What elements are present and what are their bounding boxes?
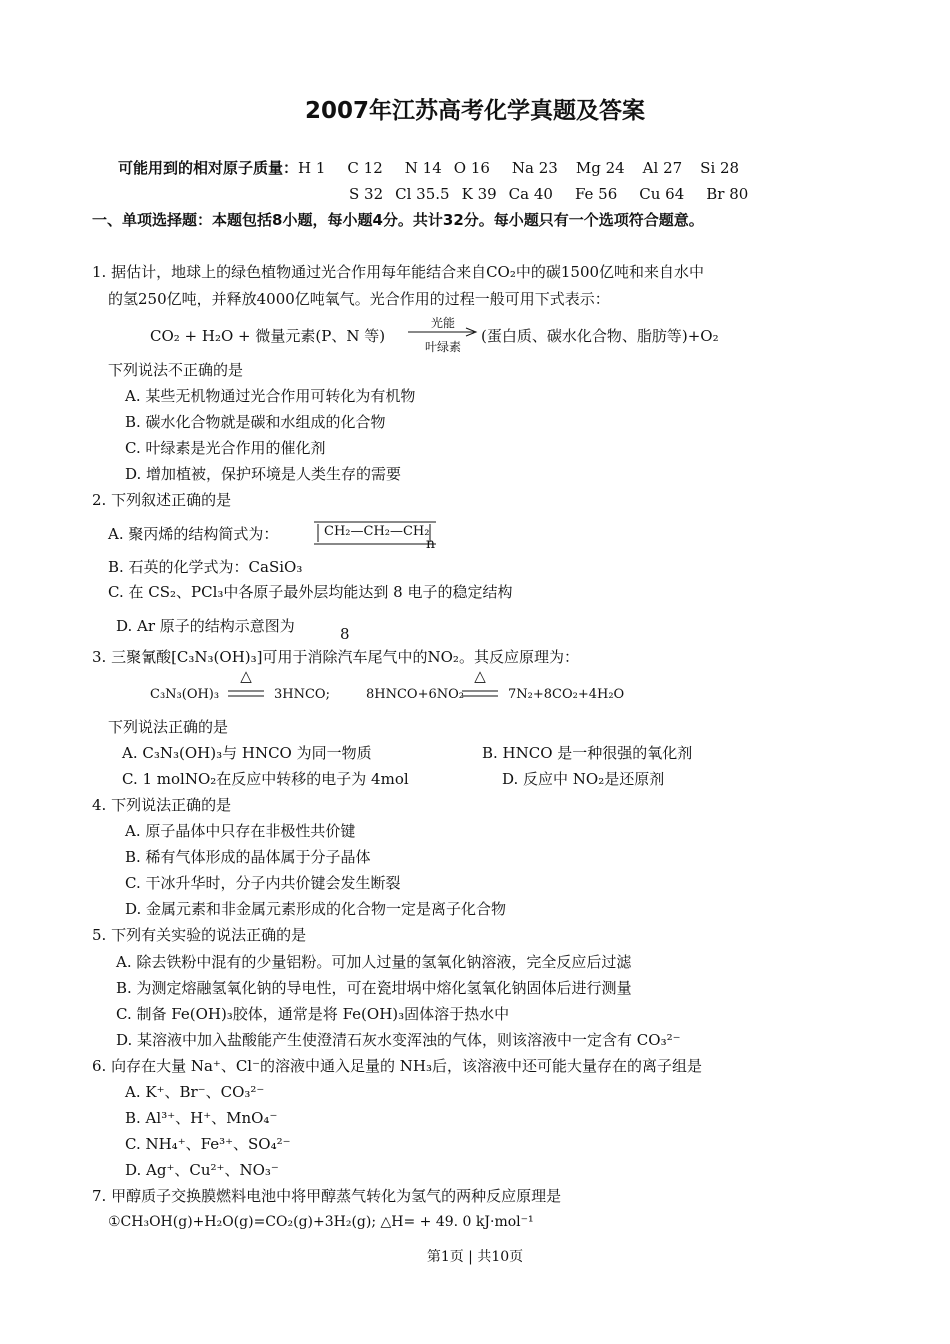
mass-item: Br 80 [706, 185, 749, 203]
q1-option-b: B. 碳水化合物就是碳和水组成的化合物 [125, 413, 386, 431]
mass-item: S 32 [349, 185, 384, 203]
q3-heat-sign-1 [228, 668, 264, 703]
mass-item: K 39 [461, 185, 497, 203]
q3-reaction2-right: 7N₂+8CO₂+4H₂O [508, 687, 625, 702]
q5-option-a: A. 除去铁粉中混有的少量铝粉。可加人过量的氢氧化钠溶液，完全反应后过滤 [116, 953, 632, 971]
q1-stem-line1: 1. 据估计，地球上的绿色植物通过光合作用每年能结合来自CO₂中的碳1500亿吨和来自水中 [92, 263, 705, 281]
q4-stem: 4. 下列说法正确的是 [92, 796, 232, 814]
q6-option-d: D. Ag⁺、Cu²⁺、NO₃⁻ [125, 1161, 279, 1179]
q5-stem: 5. 下列有关实验的说法正确的是 [92, 926, 307, 944]
double-line-icon [228, 689, 264, 699]
mass-item: Mg 24 [575, 159, 625, 177]
q3-reaction1-right: 3HNCO; [274, 687, 330, 702]
polymer-n: n [426, 536, 436, 552]
mass-item: Fe 56 [574, 185, 618, 203]
mass-item: O 16 [453, 159, 490, 177]
q3-reaction2-left: 8HNCO+6NO₂ [366, 687, 464, 702]
mass-item: Cu 64 [639, 185, 685, 203]
mass-item: H 1 [298, 159, 326, 177]
q3-option-b: B. HNCO 是一种很强的氧化剂 [482, 744, 693, 762]
q4-option-c: C. 干冰升华时，分子内共价键会发生断裂 [125, 874, 401, 892]
q6-option-a: A. K⁺、Br⁻、CO₃²⁻ [125, 1083, 265, 1101]
q5-option-d: D. 某溶液中加入盐酸能产生使澄清石灰水变浑浊的气体，则该溶液中一定含有 CO₃²⁻ [116, 1031, 681, 1049]
mass-item: Ca 40 [508, 185, 553, 203]
q1-stem-line2: 的氢250亿吨，并释放4000亿吨氧气。光合作用的过程一般可用下式表示： [108, 290, 610, 308]
delta-icon: △ [474, 667, 486, 685]
q1-option-a: A. 某些无机物通过光合作用可转化为有机物 [125, 387, 416, 405]
q6-option-c: C. NH₄⁺、Fe³⁺、SO₄²⁻ [125, 1135, 291, 1153]
q3-option-c: C. 1 molNO₂在反应中转移的电子为 4mol [122, 770, 409, 788]
mass-item: Si 28 [700, 159, 740, 177]
polymer-unit: CH₂—CH₂—CH₂ [324, 524, 430, 539]
double-line-icon [462, 689, 498, 699]
q6-option-b: B. Al³⁺、H⁺、MnO₄⁻ [125, 1109, 278, 1127]
q3-reaction1-left: C₃N₃(OH)₃ [150, 687, 220, 702]
q3-stem: 3. 三聚氰酸[C₃N₃(OH)₃]可用于消除汽车尾气中的NO₂。其反应原理为： [92, 648, 579, 666]
mass-item: Al 27 [642, 159, 683, 177]
q1-equation-left: CO₂ + H₂O + 微量元素(P、N 等) [150, 327, 386, 345]
right-arrow-icon [408, 326, 478, 338]
delta-icon: △ [240, 667, 252, 685]
q5-option-c: C. 制备 Fe(OH)₃胶体，通常是将 Fe(OH)₃固体溶于热水中 [116, 1005, 510, 1023]
arrow-label-bottom: 叶绿素 [424, 340, 461, 354]
page-footer: 第1页 | 共10页 [426, 1249, 524, 1265]
q2-stem: 2. 下列叙述正确的是 [92, 491, 232, 509]
q7-reaction1: ①CH₃OH(g)+H₂O(g)=CO₂(g)+3H₂(g); △H= + 49. 0 kJ·mol⁻¹ [108, 1214, 534, 1230]
q2-option-b: B. 石英的化学式为：CaSiO₃ [108, 558, 303, 576]
q1-option-c: C. 叶绿素是光合作用的催化剂 [125, 439, 326, 457]
atomic-mass-row1 [118, 157, 751, 178]
q2-option-c: C. 在 CS₂、PCl₃中各原子最外层均能达到 8 电子的稳定结构 [108, 583, 513, 601]
q3-ask: 下列说法正确的是 [108, 718, 229, 736]
mass-item: N 14 [404, 159, 442, 177]
q1-reaction-arrow [408, 314, 478, 356]
q3-heat-sign-2 [462, 668, 498, 703]
q4-option-b: B. 稀有气体形成的晶体属于分子晶体 [125, 848, 371, 866]
q2-option-a: A. 聚丙烯的结构简式为： [108, 525, 279, 543]
q4-option-d: D. 金属元素和非金属元素形成的化合物一定是离子化合物 [125, 900, 507, 918]
arrow-label-top: 光能 [430, 316, 455, 330]
q4-option-a: A. 原子晶体中只存在非极性共价键 [125, 822, 356, 840]
mass-item: Na 23 [511, 159, 558, 177]
q3-option-d: D. 反应中 NO₂是还原剂 [502, 770, 665, 788]
q5-option-b: B. 为测定熔融氢氧化钠的导电性，可在瓷坩埚中熔化氢氧化钠固体后进行测量 [116, 979, 632, 997]
q2-option-d: D. Ar 原子的结构示意图为 [116, 617, 295, 635]
polypropylene-formula [310, 520, 440, 556]
q6-stem: 6. 向存在大量 Na⁺、Cl⁻的溶液中通入足量的 NH₃后，该溶液中还可能大量存在的离子组是 [92, 1057, 703, 1075]
section-heading: 一、单项选择题：本题包括8小题，每小题4分。共计32分。每小题只有一个选项符合题意。 [92, 211, 704, 229]
q1-ask: 下列说法不正确的是 [108, 361, 244, 379]
atomic-mass-row2 [349, 185, 760, 203]
atomic-mass-label: 可能用到的相对原子质量： [118, 159, 299, 177]
ar-structure-number: 8 [340, 625, 350, 643]
mass-item: Cl 35.5 [395, 185, 450, 203]
q3-option-a: A. C₃N₃(OH)₃与 HNCO 为同一物质 [122, 744, 372, 762]
q1-equation-right: (蛋白质、碳水化合物、脂肪等)+O₂ [481, 327, 719, 345]
q1-option-d: D. 增加植被，保护环境是人类生存的需要 [125, 465, 402, 483]
mass-item: C 12 [347, 159, 383, 177]
q7-stem: 7. 甲醇质子交换膜燃料电池中将甲醇蒸气转化为氢气的两种反应原理是 [92, 1187, 562, 1205]
page-title: 2007年江苏高考化学真题及答案 [304, 98, 645, 124]
